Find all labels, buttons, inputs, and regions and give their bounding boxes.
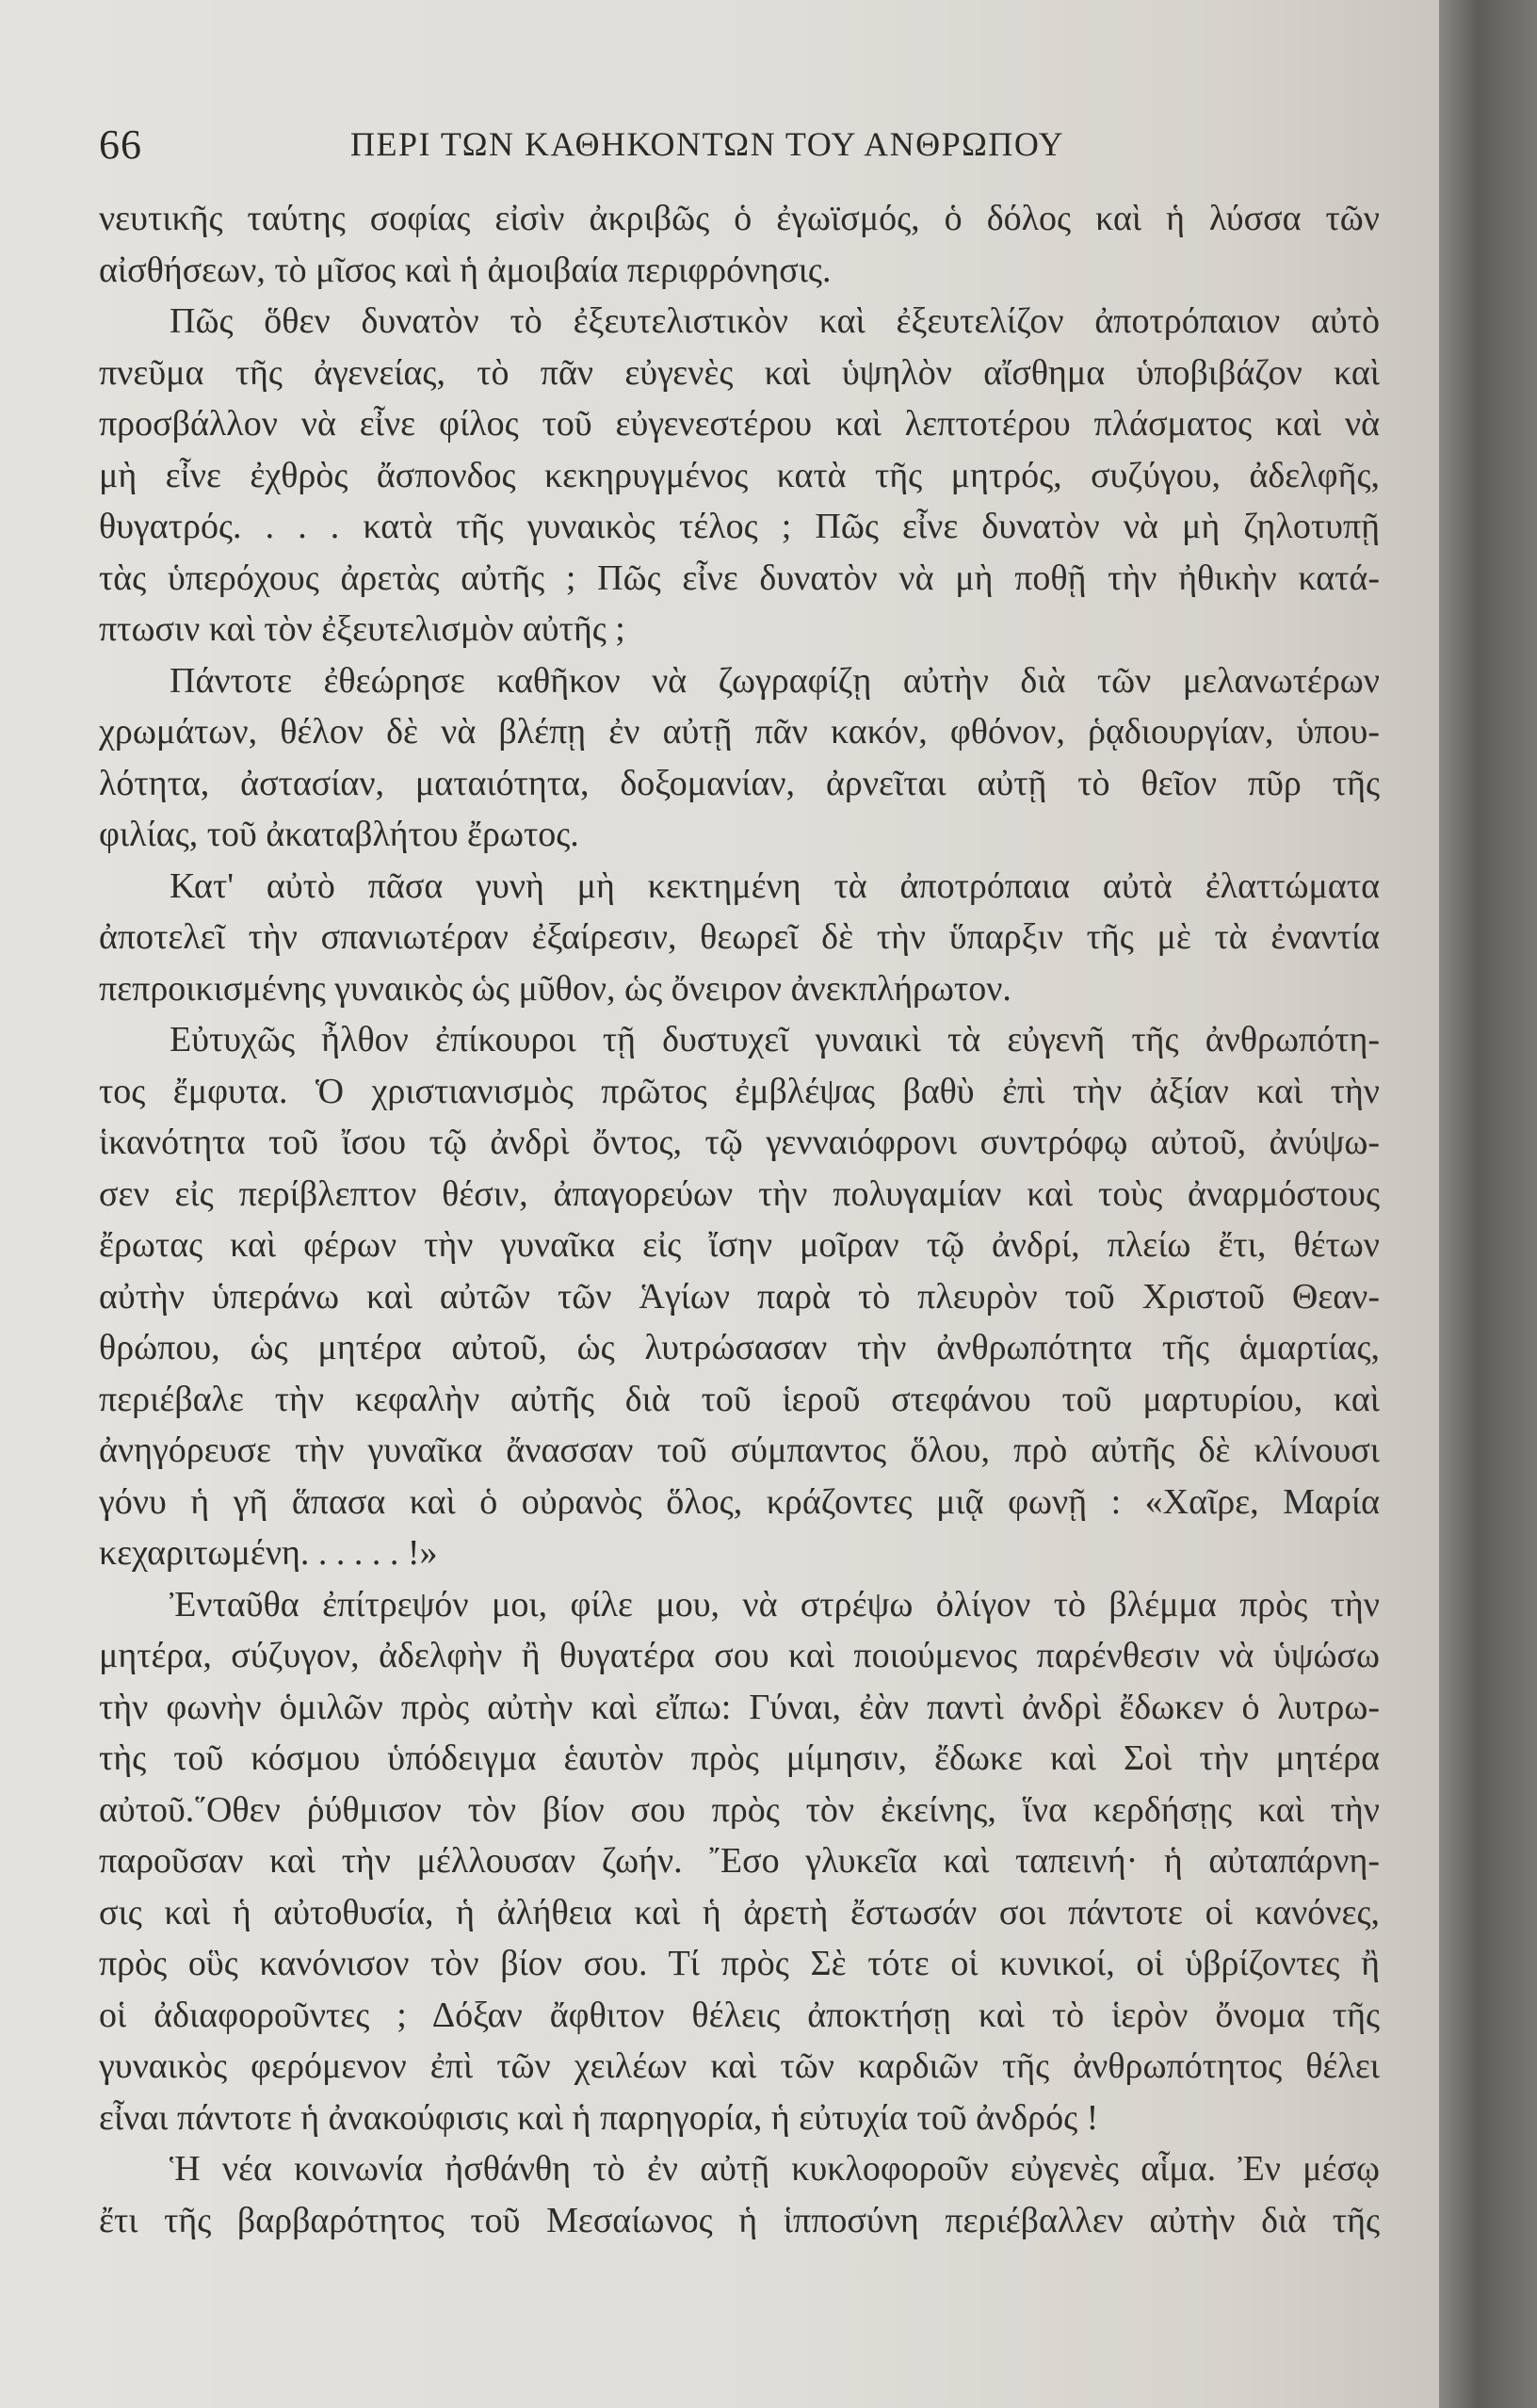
text-line: σις καὶ ἡ αὐτοθυσία, ἡ ἀλήθεια καὶ ἡ ἀρετὴ ἔστωσάν σοι πάντοτε οἱ κανόνες,: [99, 1892, 1380, 1932]
text-line: Εὐτυχῶς ἦλθον ἐπίκουροι τῇ δυστυχεῖ γυναικὶ τὰ εὐγενῆ τῆς ἀνθρωπότη-: [170, 1020, 1380, 1059]
text-line: πτωσιν καὶ τὸν ἐξευτελισμὸν αὐτῆς ;: [99, 609, 625, 649]
text-line: πρὸς οὓς κανόνισον τὸν βίον σου. Τί πρὸς Σὲ τότε οἱ κυνικοί, οἱ ὑβρίζοντες ἢ: [99, 1944, 1380, 1983]
page-number: 66: [99, 121, 142, 168]
running-head: ΠΕΡΙ ΤΩΝ ΚΑΘΗΚΟΝΤΩΝ ΤΟΥ ΑΝΘΡΩΠΟΥ: [350, 125, 1065, 163]
text-line: θυγατρός. . . . κατὰ τῆς γυναικὸς τέλος ; Πῶς εἶνε δυνατὸν νὰ μὴ ζηλοτυπῇ: [99, 507, 1380, 546]
body-text: [99, 193, 1380, 2246]
page-header: [99, 121, 1370, 177]
text-line: ἀνηγόρευσε τὴν γυναῖκα ἄνασσαν τοῦ σύμπαντος ὅλου, πρὸ αὐτῆς δὲ κλίνουσι: [99, 1430, 1380, 1470]
text-line: αὐτὴν ὑπεράνω καὶ αὐτῶν τῶν Ἁγίων παρὰ τὸ πλευρὸν τοῦ Χριστοῦ Θεαν-: [99, 1276, 1380, 1317]
text-line: προσβάλλον νὰ εἶνε φίλος τοῦ εὐγενεστέρου καὶ λεπτοτέρου πλάσματος καὶ νὰ: [99, 404, 1380, 444]
book-gutter-shadow: [1439, 0, 1537, 2408]
text-line: οἱ ἀδιαφοροῦντες ; Δόξαν ἄφθιτον θέλεις ἀποκτήσῃ καὶ τὸ ἱερὸν ὄνομα τῆς: [99, 1995, 1380, 2035]
text-line: παροῦσαν καὶ τὴν μέλλουσαν ζωήν. ῎Εσο γλυκεῖα καὶ ταπεινή· ἡ αὐταπάρνη-: [99, 1841, 1380, 1881]
text-line: τὴν φωνὴν ὁμιλῶν πρὸς αὐτὴν καὶ εἴπω: Γύναι, ἐὰν παντὶ ἀνδρὶ ἔδωκεν ὁ λυτρω-: [99, 1687, 1380, 1727]
text-line: θρώπου, ὡς μητέρα αὐτοῦ, ὡς λυτρώσασαν τὴν ἀνθρωπότητα τῆς ἁμαρτίας,: [99, 1328, 1380, 1367]
text-line: τὴς τοῦ κόσμου ὑπόδειγμα ἑαυτὸν πρὸς μίμησιν, ἔδωκε καὶ Σοὶ τὴν μητέρα: [99, 1738, 1380, 1778]
text-line: αὐτοῦ.῞Οθεν ῥύθμισον τὸν βίον σου πρὸς τὸν ἐκείνης, ἵνα κερδήσῃς καὶ τὴν: [99, 1789, 1380, 1830]
text-line: μητέρα, σύζυγον, ἀδελφὴν ἢ θυγατέρα σου καὶ ποιούμενος παρένθεσιν νὰ ὑψώσω: [99, 1636, 1380, 1675]
text-line: τος ἔμφυτα. Ὁ χριστιανισμὸς πρῶτος ἐμβλέψας βαθὺ ἐπὶ τὴν ἀξίαν καὶ τὴν: [99, 1071, 1380, 1111]
text-line: χρωμάτων, θέλον δὲ νὰ βλέπῃ ἐν αὐτῇ πᾶν κακόν, φθόνον, ῥᾳδιουργίαν, ὑπου-: [99, 712, 1380, 751]
text-line: μὴ εἶνε ἐχθρὸς ἄσπονδος κεκηρυγμένος κατὰ τῆς μητρός, συζύγου, ἀδελφῆς,: [99, 455, 1380, 495]
text-line: Ἡ νέα κοινωνία ἠσθάνθη τὸ ἐν αὐτῇ κυκλοφοροῦν εὐγενὲς αἷμα. Ἐν μέσῳ: [170, 2149, 1380, 2189]
text-line: Ἐνταῦθα ἐπίτρεψόν μοι, φίλε μου, νὰ στρέψω ὀλίγον τὸ βλέμμα πρὸς τὴν: [170, 1584, 1380, 1624]
text-line: γυναικὸς φερόμενον ἐπὶ τῶν χειλέων καὶ τῶν καρδιῶν τῆς ἀνθρωπότητος θέλει: [99, 2046, 1380, 2086]
text-line: τὰς ὑπερόχους ἀρετὰς αὐτῆς ; Πῶς εἶνε δυνατὸν νὰ μὴ ποθῇ τὴν ἠθικὴν κατά-: [99, 558, 1380, 598]
text-line: αἰσθήσεων, τὸ μῖσος καὶ ἡ ἀμοιβαία περιφρόνησις.: [99, 250, 832, 290]
text-line: ἔτι τῆς βαρβαρότητος τοῦ Μεσαίωνος ἡ ἱπποσύνη περιέβαλλεν αὐτὴν διὰ τῆς: [99, 2200, 1380, 2240]
text-line: Πάντοτε ἐθεώρησε καθῆκον νὰ ζωγραφίζῃ αὐτὴν διὰ τῶν μελανωτέρων: [170, 660, 1380, 701]
text-line: περιέβαλε τὴν κεφαλὴν αὐτῆς διὰ τοῦ ἱεροῦ στεφάνου τοῦ μαρτυρίου, καὶ: [99, 1379, 1380, 1419]
text-line: Κατ' αὐτὸ πᾶσα γυνὴ μὴ κεκτημένη τὰ ἀποτρόπαια αὐτὰ ἐλαττώματα: [170, 865, 1380, 906]
text-line: πεπροικισμένης γυναικὸς ὡς μῦθον, ὡς ὄνειρον ἀνεκπλήρωτον.: [99, 968, 1011, 1009]
text-line: σεν εἰς περίβλεπτον θέσιν, ἀπαγορεύων τὴν πολυγαμίαν καὶ τοὺς ἀναρμόστους: [99, 1173, 1380, 1214]
text-line: Πῶς ὅθεν δυνατὸν τὸ ἐξευτελιστικὸν καὶ ἐξευτελίζον ἀποτρόπαιον αὐτὸ: [170, 301, 1380, 341]
text-line: πνεῦμα τῆς ἀγενείας, τὸ πᾶν εὐγενὲς καὶ ὑψηλὸν αἴσθημα ὑποβιβάζον καὶ: [99, 352, 1380, 393]
text-line: ἀποτελεῖ τὴν σπανιωτέραν ἐξαίρεσιν, θεωρεῖ δὲ τὴν ὕπαρξιν τῆς μὲ τὰ ἐναντία: [99, 917, 1380, 957]
text-line: ἔρωτας καὶ φέρων τὴν γυναῖκα εἰς ἴσην μοῖραν τῷ ἀνδρί, πλείω ἔτι, θέτων: [99, 1225, 1380, 1265]
text-line: εἶναι πάντοτε ἡ ἀνακούφισις καὶ ἡ παρηγορία, ἡ εὐτυχία τοῦ ἀνδρός !: [99, 2097, 1099, 2138]
text-line: γόνυ ἡ γῆ ἅπασα καὶ ὁ οὐρανὸς ὅλος, κράζοντες μιᾷ φωνῇ : «Χαῖρε, Μαρία: [99, 1481, 1380, 1522]
text-line: ἱκανότητα τοῦ ἴσου τῷ ἀνδρὶ ὄντος, τῷ γενναιόφρονι συντρόφῳ αὐτοῦ, ἀνύψω-: [99, 1123, 1380, 1162]
text-line: φιλίας, τοῦ ἀκαταβλήτου ἔρωτος.: [99, 815, 579, 854]
text-line: νευτικῆς ταύτης σοφίας εἰσὶν ἀκριβῶς ὁ ἐγωϊσμός, ὁ δόλος καὶ ἡ λύσσα τῶν: [99, 199, 1380, 238]
text-line: λότητα, ἀστασίαν, ματαιότητα, δοξομανίαν, ἀρνεῖται αὐτῇ τὸ θεῖον πῦρ τῆς: [99, 763, 1380, 803]
text-line: κεχαριτωμένη. . . . . . !»: [99, 1533, 438, 1573]
